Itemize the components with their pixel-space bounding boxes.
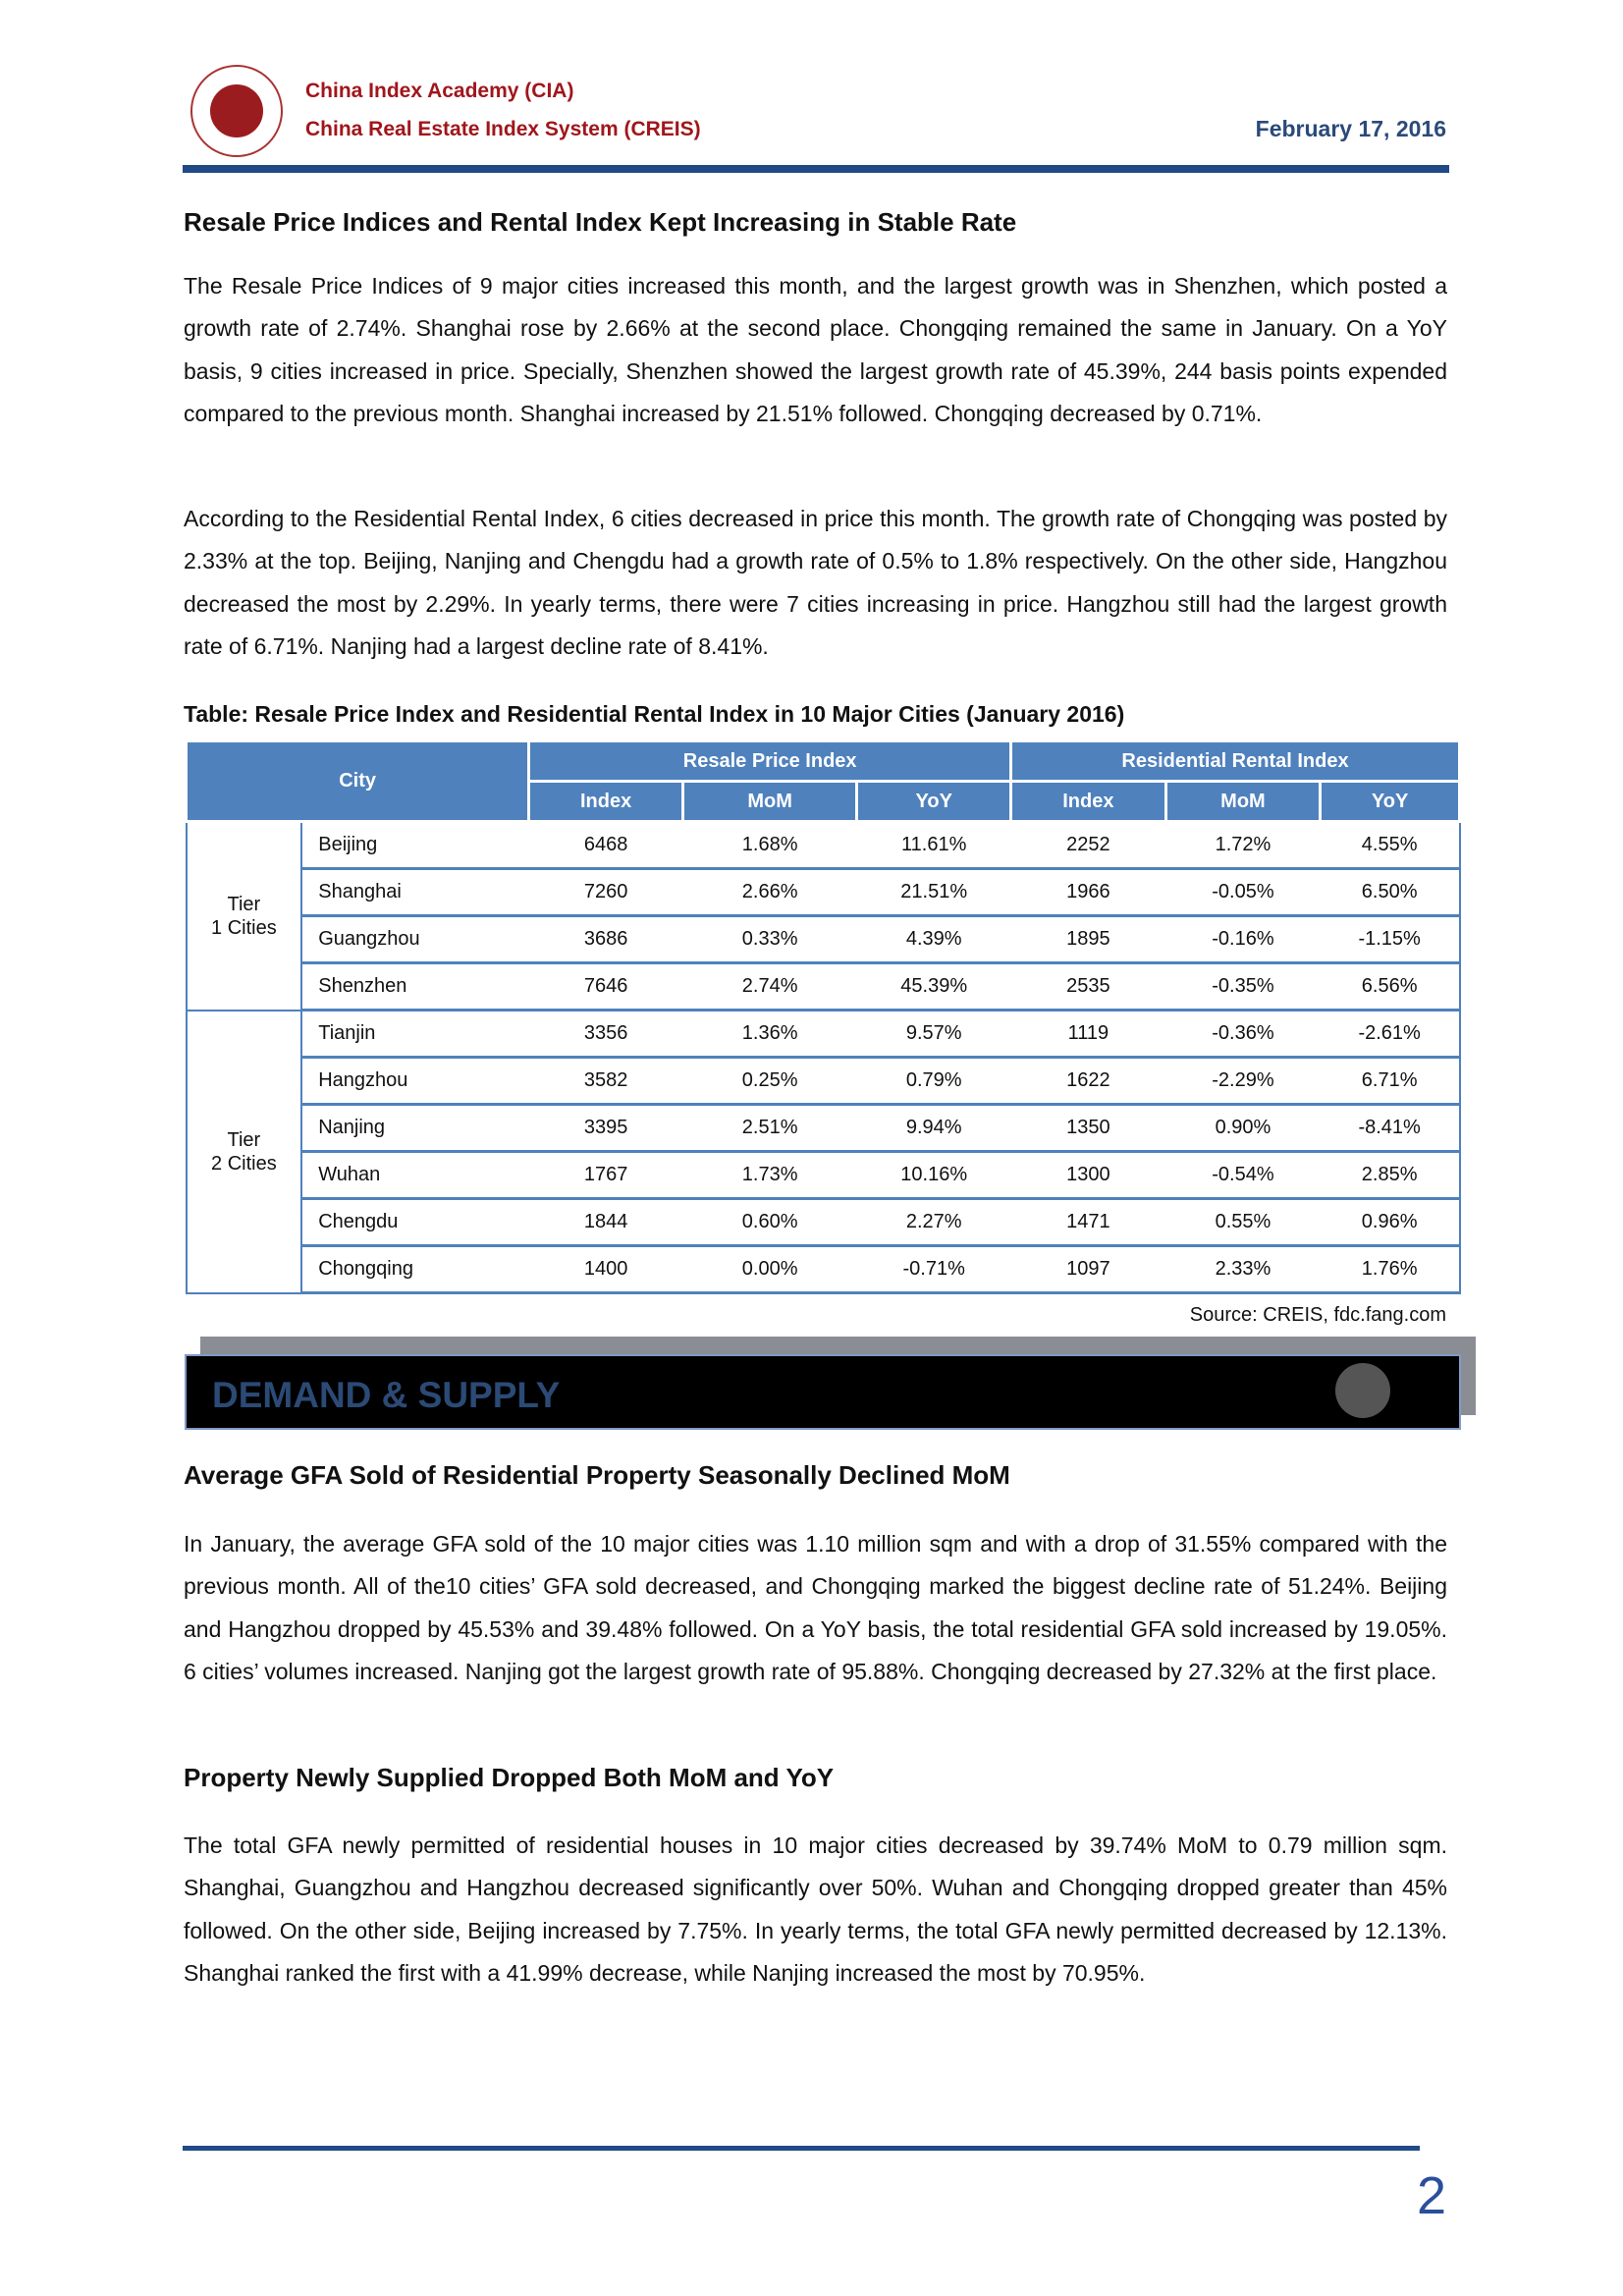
sub-header: YoY	[1321, 782, 1460, 822]
sub-header: MoM	[1165, 782, 1321, 822]
value-cell: 0.00%	[682, 1246, 857, 1293]
value-cell: 3395	[529, 1105, 683, 1152]
paragraph-resale: The Resale Price Indices of 9 major cities increased this month, and the largest growth was in Shenzhen, which posted a growth rate of 2.74%. Shanghai rose by 2.66% at the second place. Chongqing remained the same in January. On a YoY basis, 9 cities increased in price. Specially, Shenzhen showed the largest growth rate of 45.39%, 244 basis points expended compared to the previous month. Shanghai increased by 21.51% followed. Chongqing decreased by 0.71%.	[184, 273, 1447, 426]
city-cell: Wuhan	[301, 1152, 529, 1199]
value-cell: 1119	[1011, 1011, 1166, 1058]
group-header-resale: Resale Price Index	[529, 741, 1011, 782]
city-cell: Beijing	[301, 822, 529, 869]
value-cell: 1300	[1011, 1152, 1166, 1199]
city-cell: Shanghai	[301, 869, 529, 916]
value-cell: 2.85%	[1321, 1152, 1460, 1199]
value-cell: 4.55%	[1321, 822, 1460, 869]
value-cell: -0.16%	[1165, 916, 1321, 963]
system-name: China Real Estate Index System (CREIS)	[305, 118, 701, 140]
value-cell: -1.15%	[1321, 916, 1460, 963]
logo-emblem-icon	[210, 84, 263, 137]
value-cell: 6.50%	[1321, 869, 1460, 916]
report-date: February 17, 2016	[1255, 116, 1446, 141]
sub-header: YoY	[857, 782, 1011, 822]
value-cell: 0.90%	[1165, 1105, 1321, 1152]
value-cell: 2.66%	[682, 869, 857, 916]
section-heading-supply: Property Newly Supplied Dropped Both MoM and YoY	[184, 1763, 835, 1792]
sub-header: MoM	[682, 782, 857, 822]
value-cell: 2535	[1011, 963, 1166, 1011]
value-cell: 4.39%	[857, 916, 1011, 963]
paragraph-gfa-sold: In January, the average GFA sold of the 10 major cities was 1.10 million sqm and with a drop of 31.55% compared with the previous month. All of the10 cities’ GFA sold decreased, and Chongqing marked the biggest decline rate of 51.24%. Beijing and Hangzhou dropped by 45.53% and 39.48% followed. On a YoY basis, the total residential GFA sold increased by 19.05%. 6 cities’ volumes increased. Nanjing got the largest growth rate of 95.88%. Chongqing decreased by 27.32% at the first place.	[184, 1531, 1447, 1684]
value-cell: 2252	[1011, 822, 1166, 869]
value-cell: 10.16%	[857, 1152, 1011, 1199]
value-cell: 0.96%	[1321, 1199, 1460, 1246]
tier-label: Tier 2 Cities	[187, 1011, 302, 1293]
value-cell: 1.72%	[1165, 822, 1321, 869]
table-row	[187, 1152, 1460, 1199]
city-cell: Tianjin	[301, 1011, 529, 1058]
section-heading-gfa-sold: Average GFA Sold of Residential Property Seasonally Declined MoM	[184, 1460, 1010, 1490]
value-cell: 0.55%	[1165, 1199, 1321, 1246]
value-cell: 1.36%	[682, 1011, 857, 1058]
value-cell: -0.71%	[857, 1246, 1011, 1293]
value-cell: 6.71%	[1321, 1058, 1460, 1105]
value-cell: 1844	[529, 1199, 683, 1246]
value-cell: 0.33%	[682, 916, 857, 963]
tier-label: Tier 1 Cities	[187, 822, 302, 1011]
cia-logo	[190, 65, 283, 157]
table-row	[187, 1011, 1460, 1058]
table-row	[187, 822, 1460, 869]
table-source: Source: CREIS, fdc.fang.com	[1189, 1304, 1446, 1326]
value-cell: 0.25%	[682, 1058, 857, 1105]
section-heading-resale: Resale Price Indices and Rental Index Kept Increasing in Stable Rate	[184, 207, 1017, 237]
value-cell: 45.39%	[857, 963, 1011, 1011]
value-cell: 2.27%	[857, 1199, 1011, 1246]
value-cell: 1097	[1011, 1246, 1166, 1293]
value-cell: 1767	[529, 1152, 683, 1199]
value-cell: 1622	[1011, 1058, 1166, 1105]
value-cell: 2.33%	[1165, 1246, 1321, 1293]
value-cell: 9.57%	[857, 1011, 1011, 1058]
value-cell: 1895	[1011, 916, 1166, 963]
city-header: City	[187, 741, 529, 822]
value-cell: 1.73%	[682, 1152, 857, 1199]
group-header-rental: Residential Rental Index	[1011, 741, 1460, 782]
value-cell: 6.56%	[1321, 963, 1460, 1011]
value-cell: 9.94%	[857, 1105, 1011, 1152]
value-cell: 7260	[529, 869, 683, 916]
value-cell: 1471	[1011, 1199, 1166, 1246]
city-cell: Guangzhou	[301, 916, 529, 963]
table-row	[187, 1058, 1460, 1105]
value-cell: 1400	[529, 1246, 683, 1293]
value-cell: 7646	[529, 963, 683, 1011]
value-cell: 0.60%	[682, 1199, 857, 1246]
table-caption: Table: Resale Price Index and Residential Rental Index in 10 Major Cities (January 2016)	[184, 701, 1125, 727]
value-cell: 2.74%	[682, 963, 857, 1011]
table-row	[187, 1199, 1460, 1246]
index-table	[185, 739, 1461, 1294]
city-cell: Shenzhen	[301, 963, 529, 1011]
value-cell: 1350	[1011, 1105, 1166, 1152]
value-cell: -0.05%	[1165, 869, 1321, 916]
value-cell: 1.68%	[682, 822, 857, 869]
value-cell: 2.51%	[682, 1105, 857, 1152]
city-cell: Nanjing	[301, 1105, 529, 1152]
value-cell: 3356	[529, 1011, 683, 1058]
value-cell: 1.76%	[1321, 1246, 1460, 1293]
banner-title: DEMAND & SUPPLY	[212, 1375, 561, 1415]
paragraph-supply: The total GFA newly permitted of residential houses in 10 major cities decreased by 39.74% MoM to 0.79 million sqm. Shanghai, Guangzhou and Hangzhou decreased significantly over 50%. Wuhan and Chongqing dropped greater than 45% followed. On the other side, Beijing increased by 7.75%. In yearly terms, the total GFA newly permitted decreased by 12.13%. Shanghai ranked the first with a 41.99% decrease, while Nanjing increased the most by 70.95%.	[184, 1832, 1447, 1986]
value-cell: 6468	[529, 822, 683, 869]
value-cell: -2.29%	[1165, 1058, 1321, 1105]
table-row	[187, 1105, 1460, 1152]
table-row	[187, 869, 1460, 916]
value-cell: 1966	[1011, 869, 1166, 916]
sub-header: Index	[1011, 782, 1166, 822]
org-name: China Index Academy (CIA)	[305, 80, 574, 102]
city-cell: Hangzhou	[301, 1058, 529, 1105]
header-rule	[183, 165, 1449, 173]
footer-rule	[183, 2146, 1420, 2151]
value-cell: 3582	[529, 1058, 683, 1105]
table-row	[187, 963, 1460, 1011]
value-cell: 21.51%	[857, 869, 1011, 916]
value-cell: -0.35%	[1165, 963, 1321, 1011]
table-row	[187, 916, 1460, 963]
sub-header: Index	[529, 782, 683, 822]
value-cell: 3686	[529, 916, 683, 963]
city-cell: Chongqing	[301, 1246, 529, 1293]
paragraph-rental: According to the Residential Rental Index, 6 cities decreased in price this month. The growth rate of Chongqing was posted by 2.33% at the top. Beijing, Nanjing and Chengdu had a growth rate of 0.5% to 1.8% respectively. On the other side, Hangzhou decreased the most by 2.29%. In yearly terms, there were 7 cities increasing in price. Hangzhou still had the largest growth rate of 6.71%. Nanjing had a largest decline rate of 8.41%.	[184, 506, 1447, 659]
page-number: 2	[1416, 2166, 1446, 2225]
banner-seal-icon	[1335, 1363, 1390, 1418]
value-cell: -0.54%	[1165, 1152, 1321, 1199]
value-cell: -8.41%	[1321, 1105, 1460, 1152]
value-cell: -0.36%	[1165, 1011, 1321, 1058]
value-cell: 0.79%	[857, 1058, 1011, 1105]
value-cell: 11.61%	[857, 822, 1011, 869]
value-cell: -2.61%	[1321, 1011, 1460, 1058]
city-cell: Chengdu	[301, 1199, 529, 1246]
table-row	[187, 1246, 1460, 1293]
